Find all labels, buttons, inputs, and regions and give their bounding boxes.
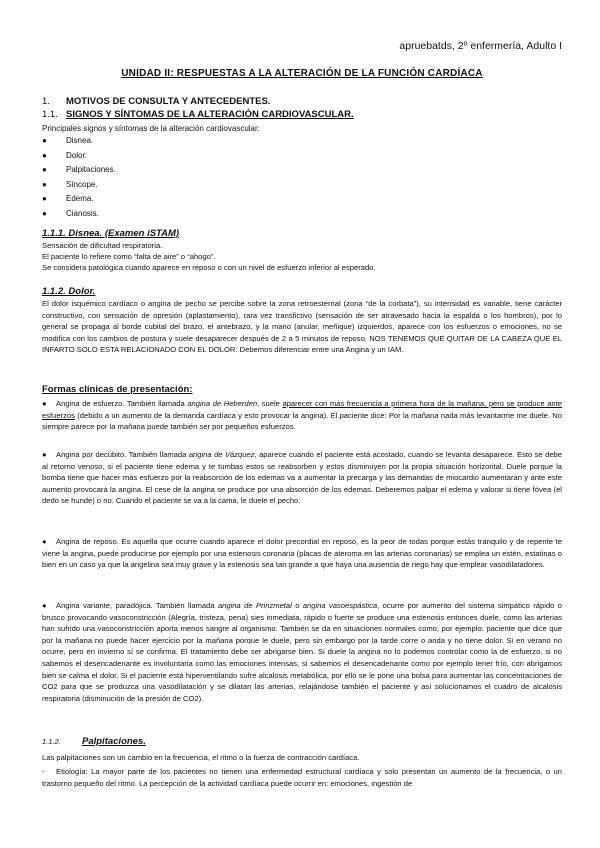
angina-variante-paragraph: ● Angina variante, paradójica. También llamada angina de Prinzmetal o angina vasoespástica, ocurre por aumento del sistema simpático rápido o brusco provocando vasoconstricción (Alegría, tristeza, pena) sies inmediata, rápido o fuerte se produce una estenosis entonces duele, como las arterias han sufrido una vasoconstricción aporta menos sangre al organismo. También se da en situaciones normales como, por ejemplo: paciente que dice que por la mañana no puede hacer ejercicio por la mañana porque le duele, pero sin embargo por la tarde corre o anda y no tiene dolor. Si en verano no ocurre, pero en invierno sí se confirma. El tratamiento debe ser abrigarse bien. Si duele la angina no lo podemos controlar como la de esfuerzo, si no sabemos el desencadenante es involuntaria como las emociones intensas, si sabemos el desencadenante como por ejemplo tener frío, con abrigamos bien se calma el dolor. Si el paciente está hiperventilando sufre alcalosis metabólica, por ello se le pone una bolsa para aumentar las concentraciones de CO2 para que se produzca una vasodilatación y se dilatan las arterias, relajándose también el paciente y así solucionamos el cuadro de alcalosis respiratoria (disminución de la presión de CO2). (42, 601, 562, 703)
bullet-icon: ● (42, 601, 47, 610)
document-header: apruebatds, 2º enfermería, Adulto I (399, 40, 562, 52)
list-item: ● Edema. (42, 192, 116, 207)
disnea-line: Sensación de dificultad respiratoria. (42, 241, 163, 250)
section-1-1-heading (42, 109, 354, 120)
bullet-icon: ● (42, 150, 47, 160)
symptoms-list (42, 134, 116, 221)
section-1-heading (42, 96, 270, 107)
symptoms-intro: Principales signos y síntomas de la alteración cardiovascular: (42, 124, 260, 133)
palpitaciones-intro: Las palpitaciones son un cambio en la frecuencia, el ritmo o la fuerza de contracción cardíaca. (42, 753, 360, 762)
bullet-icon: ● (42, 179, 47, 189)
bullet-icon: ● (42, 194, 47, 203)
list-item: ● Disnea. (42, 134, 116, 149)
disnea-line: El paciente lo refiere como “falta de aire” o “ahogo”. (42, 252, 216, 262)
bullet-icon: ● (42, 399, 47, 408)
angina-decubito-paragraph: ● Angina por decúbito. También llamada angina de Vázquez, aparece cuando el paciente está acostado, cuando se levanta desaparece. Esto se debe al retorno venoso, si el paciente tiene edema y te tumbas estos se reabsorben y estos disminuyen por la propia situación horizontal. Duele porque la bomba tiene que hacer más esfuerzo por la reabsorción de los edemas va a aumentar la precarga y las demandas de miocardio aumentaran y ante este aumento provocará la angina. El cese de la angina se produce por una absorción de los edemas. Deberemos palpar el edema y valorar si tiene fóvea (el dedo se hunde) o no. Cuando el paciente se va a la cama, le duele el pecho. (42, 450, 562, 506)
list-item: ● Dolor. (42, 149, 116, 164)
disnea-body (42, 240, 562, 274)
bullet-icon: ● (42, 165, 47, 174)
section-1-1-number: 1.1. (42, 109, 58, 120)
disnea-heading: 1.1.1. Disnea. (Examen iSTAM) (42, 228, 180, 239)
palpitaciones-etiologia: - Etiología: La mayor parte de los pacientes no tienen una enfermedad estructural cardíaca y solo presentan un aumento de la frecuencia, o un trastorno pequeño del ritmo. La percepción de la actividad cardíaca puede ocurrir en: emociones, ingestión de (42, 767, 562, 788)
dolor-heading: 1.1.2. Dolor. (42, 286, 96, 297)
section-1-number: 1. (42, 96, 50, 107)
list-item: ● Palpitaciones. (42, 163, 116, 178)
disnea-line: Se considera patológica cuando aparece en reposo o con un nivel de esfuerzo inferior al esperado. (42, 263, 376, 273)
bullet-icon: ● (42, 136, 47, 145)
formas-clinicas-heading: Formas clínicas de presentación: (42, 384, 193, 395)
bullet-icon: ● (42, 450, 47, 459)
dash-icon: - (42, 767, 45, 776)
dolor-body: El dolor isquémico cardíaco o angina de pecho se percibe sobre la zona retroesternal (zona “de la corbata”), su intensidad es variable, tiene carácter constructivo, con sensación de opresión (aplastamiento), rara vez transfictivo (sensación de ser atravesado hacia la espalda o los hombros), por lo general se propaga al borde cubital del brazo, el antebrazo, y la mano (anular, meñique) izquierdos, aparece con los esfuerzos o emociones, no se modifica con los cambios de postura y suele desaparecer después de 2 a 5 minutos de reposo. NOS TENEMOS QUE QUITAR DE LA CABEZA QUE EL INFARTO SOLO ESTA RELACIONADO CON EL DOLOR. Debemos diferenciar entre una Angina y un IAM. (42, 299, 562, 355)
angina-esfuerzo-paragraph: ● Angina de esfuerzo. También llamada angina de Heberden, suele aparecer con más frecuencia a primera hora de la mañana, pero se produce ante esfuerzos (debido a un aumento de la demanda cardíaca y esto provocar la angina). El paciente dice: Por la mañana nada más levantarme me duele. No siempre parece por la mañana puede también ser por pequeños esfuerzos. (42, 399, 562, 432)
list-item: ● Cianosis. (42, 207, 116, 222)
angina-reposo-paragraph: ● Angina de reposo. Es aquella que ocurre cuando aparece el dolor precordial en reposo, es la peor de todas porque estás tranquilo y de repente te viene la angina, puede producirse por ejemplo por una estenosis coronaria (placas de ateroma en las arterias coronarias) se emplea un estén, estatinas o bien en un caso ya que la angelina sea muy grave y la estenosis sea tan grande a que haya una ausencia de riego hay que emplear vasodilatadores. (42, 537, 562, 570)
section-1-label: MOTIVOS DE CONSULTA Y ANTECEDENTES. (66, 96, 271, 107)
bullet-icon: ● (42, 537, 47, 546)
list-item: ● Síncope. (42, 178, 116, 193)
unit-title: UNIDAD II: RESPUESTAS A LA ALTERACIÓN DE LA FUNCIÓN CARDÍACA (121, 68, 483, 79)
bullet-icon: ● (42, 208, 47, 218)
palpitaciones-heading: 1.1.2. Palpitaciones. (42, 736, 146, 747)
section-1-1-label: SIGNOS Y SÍNTOMAS DE LA ALTERACIÓN CARDIOVASCULAR. (66, 109, 354, 120)
